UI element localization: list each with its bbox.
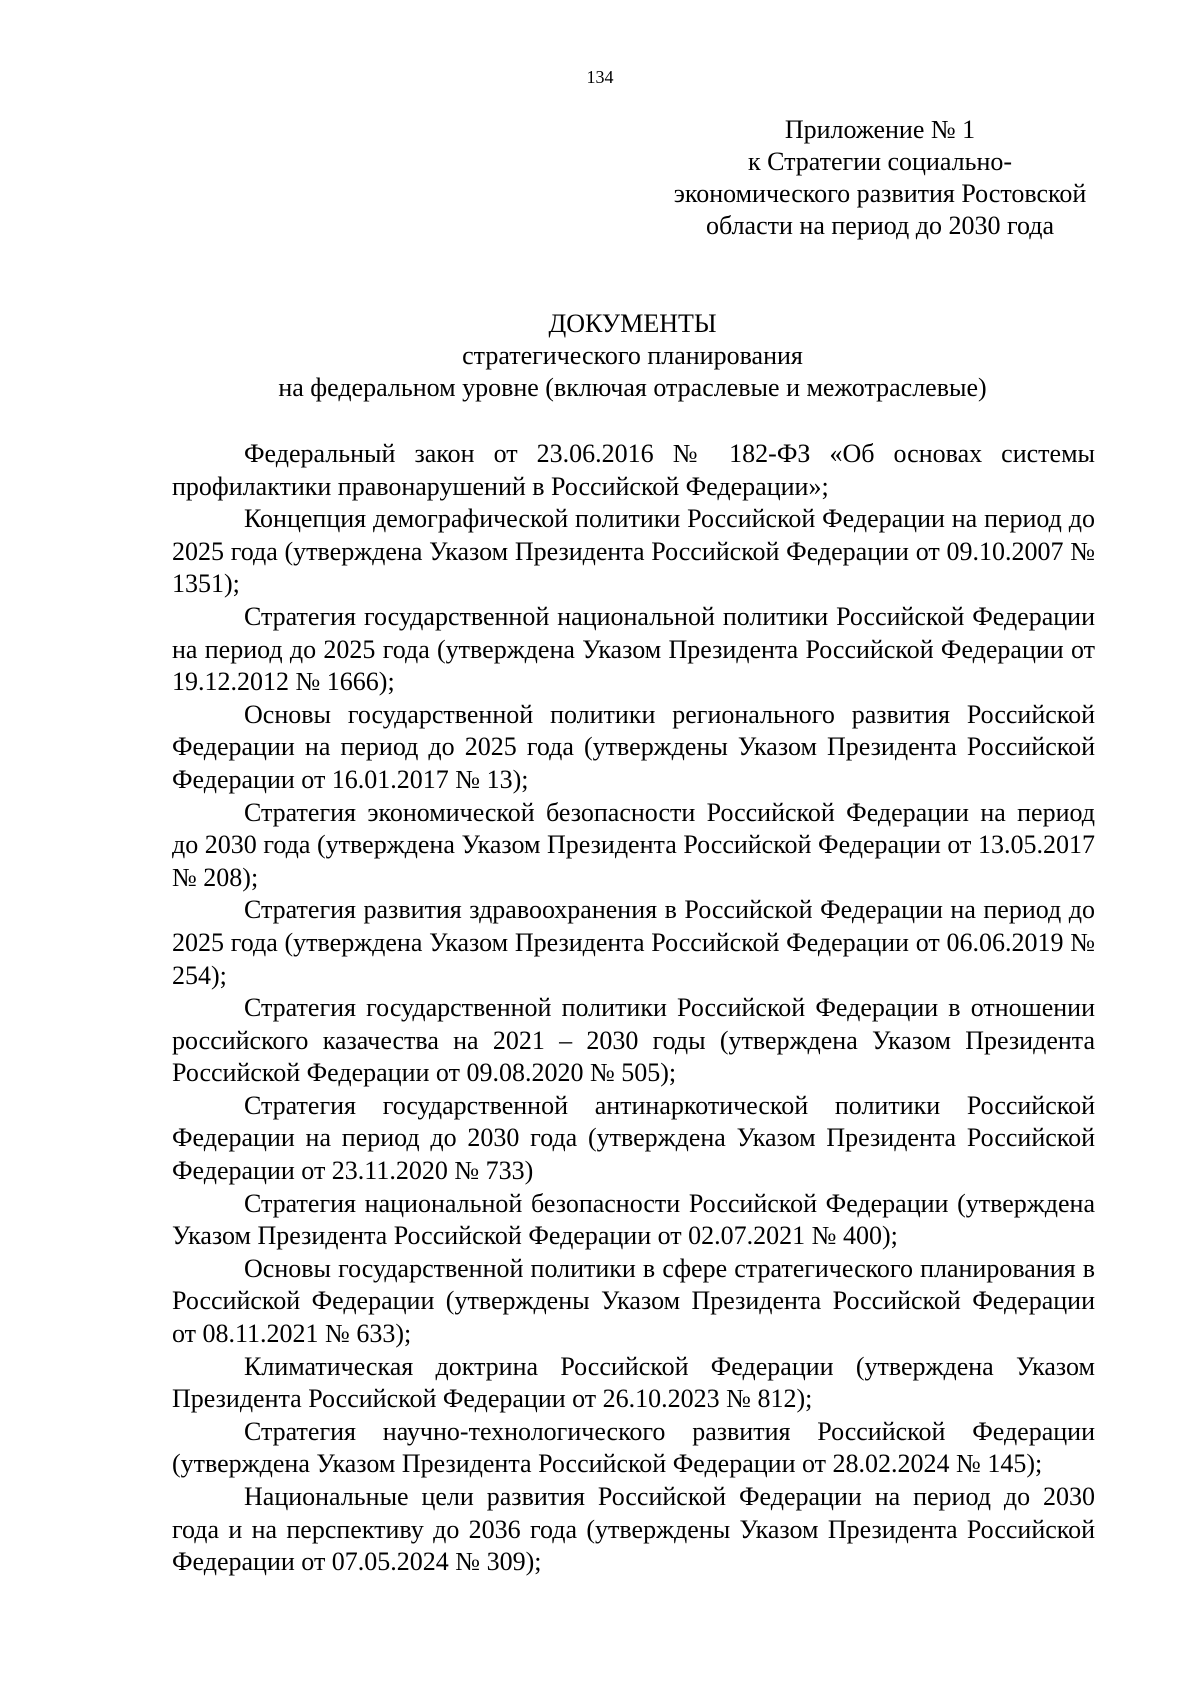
list-item: Стратегия государственной антинаркотической политики Российской Федерации на период до 2030 года (утверждена Указом Президента Российской Федерации от 23.11.2020 № 733): [172, 1090, 1095, 1186]
list-item: Климатическая доктрина Российской Федерации (утверждена Указом Президента Российской Федерации от 26.10.2023 № 812);: [172, 1351, 1095, 1414]
appendix-line-1: Приложение № 1: [784, 115, 976, 144]
list-item: Федеральный закон от 23.06.2016 № 182-ФЗ «Об основах системы профилактики правонарушений в Российской Федерации»;: [172, 439, 1095, 501]
list-item: Стратегия национальной безопасности Российской Федерации (утверждена Указом Президента Российской Федерации от 02.07.2021 № 400);: [172, 1188, 1095, 1251]
title-line-3: на федеральном уровне (включая отраслевые и межотраслевые): [278, 373, 987, 402]
list-item: Концепция демографической политики Российской Федерации на период до 2025 года (утверждена Указом Президента Российской Федерации от 09.10.2007 № 1351);: [172, 504, 1095, 599]
appendix-line-2: к Стратегии социально-: [747, 147, 1013, 176]
document-list: [172, 438, 1095, 1579]
appendix-header: [670, 114, 1090, 242]
list-item: Основы государственной политики регионального развития Российской Федерации на период до 2025 года (утверждены Указом Президента Российской Федерации от 16.01.2017 № 13);: [172, 699, 1095, 794]
list-item: Стратегия государственной политики Российской Федерации в отношении российского казачества на 2021 – 2030 годы (утверждена Указом Президента Российской Федерации от 09.08.2020 № 505);: [172, 993, 1095, 1088]
title-heading: ДОКУМЕНТЫ: [548, 309, 717, 338]
document-title: [170, 308, 1095, 404]
list-item: Стратегия экономической безопасности Российской Федерации на период до 2030 года (утверждена Указом Президента Российской Федерации от 13.05.2017 № 208);: [172, 797, 1095, 892]
list-item: Стратегия государственной национальной политики Российской Федерации на период до 2025 года (утверждена Указом Президента Российской Федерации от 19.12.2012 № 1666);: [172, 601, 1095, 697]
page-number: 134: [586, 67, 614, 87]
list-item: Основы государственной политики в сфере стратегического планирования в Российской Федерации (утверждены Указом Президента Российской Федерации от 08.11.2021 № 633);: [172, 1253, 1095, 1349]
list-item: Национальные цели развития Российской Федерации на период до 2030 года и на перспективу до 2036 года (утверждены Указом Президента Российской Федерации от 07.05.2024 № 309);: [172, 1482, 1095, 1577]
appendix-line-4: области на период до 2030 года: [706, 211, 1054, 240]
title-line-2: стратегического планирования: [462, 341, 803, 370]
appendix-line-3: экономического развития Ростовской: [673, 179, 1087, 208]
list-item: Стратегия научно-технологического развития Российской Федерации (утверждена Указом Президента Российской Федерации от 28.02.2024 № 145);: [172, 1416, 1095, 1479]
list-item: Стратегия развития здравоохранения в Российской Федерации на период до 2025 года (утверждена Указом Президента Российской Федерации от 06.06.2019 № 254);: [172, 895, 1095, 990]
